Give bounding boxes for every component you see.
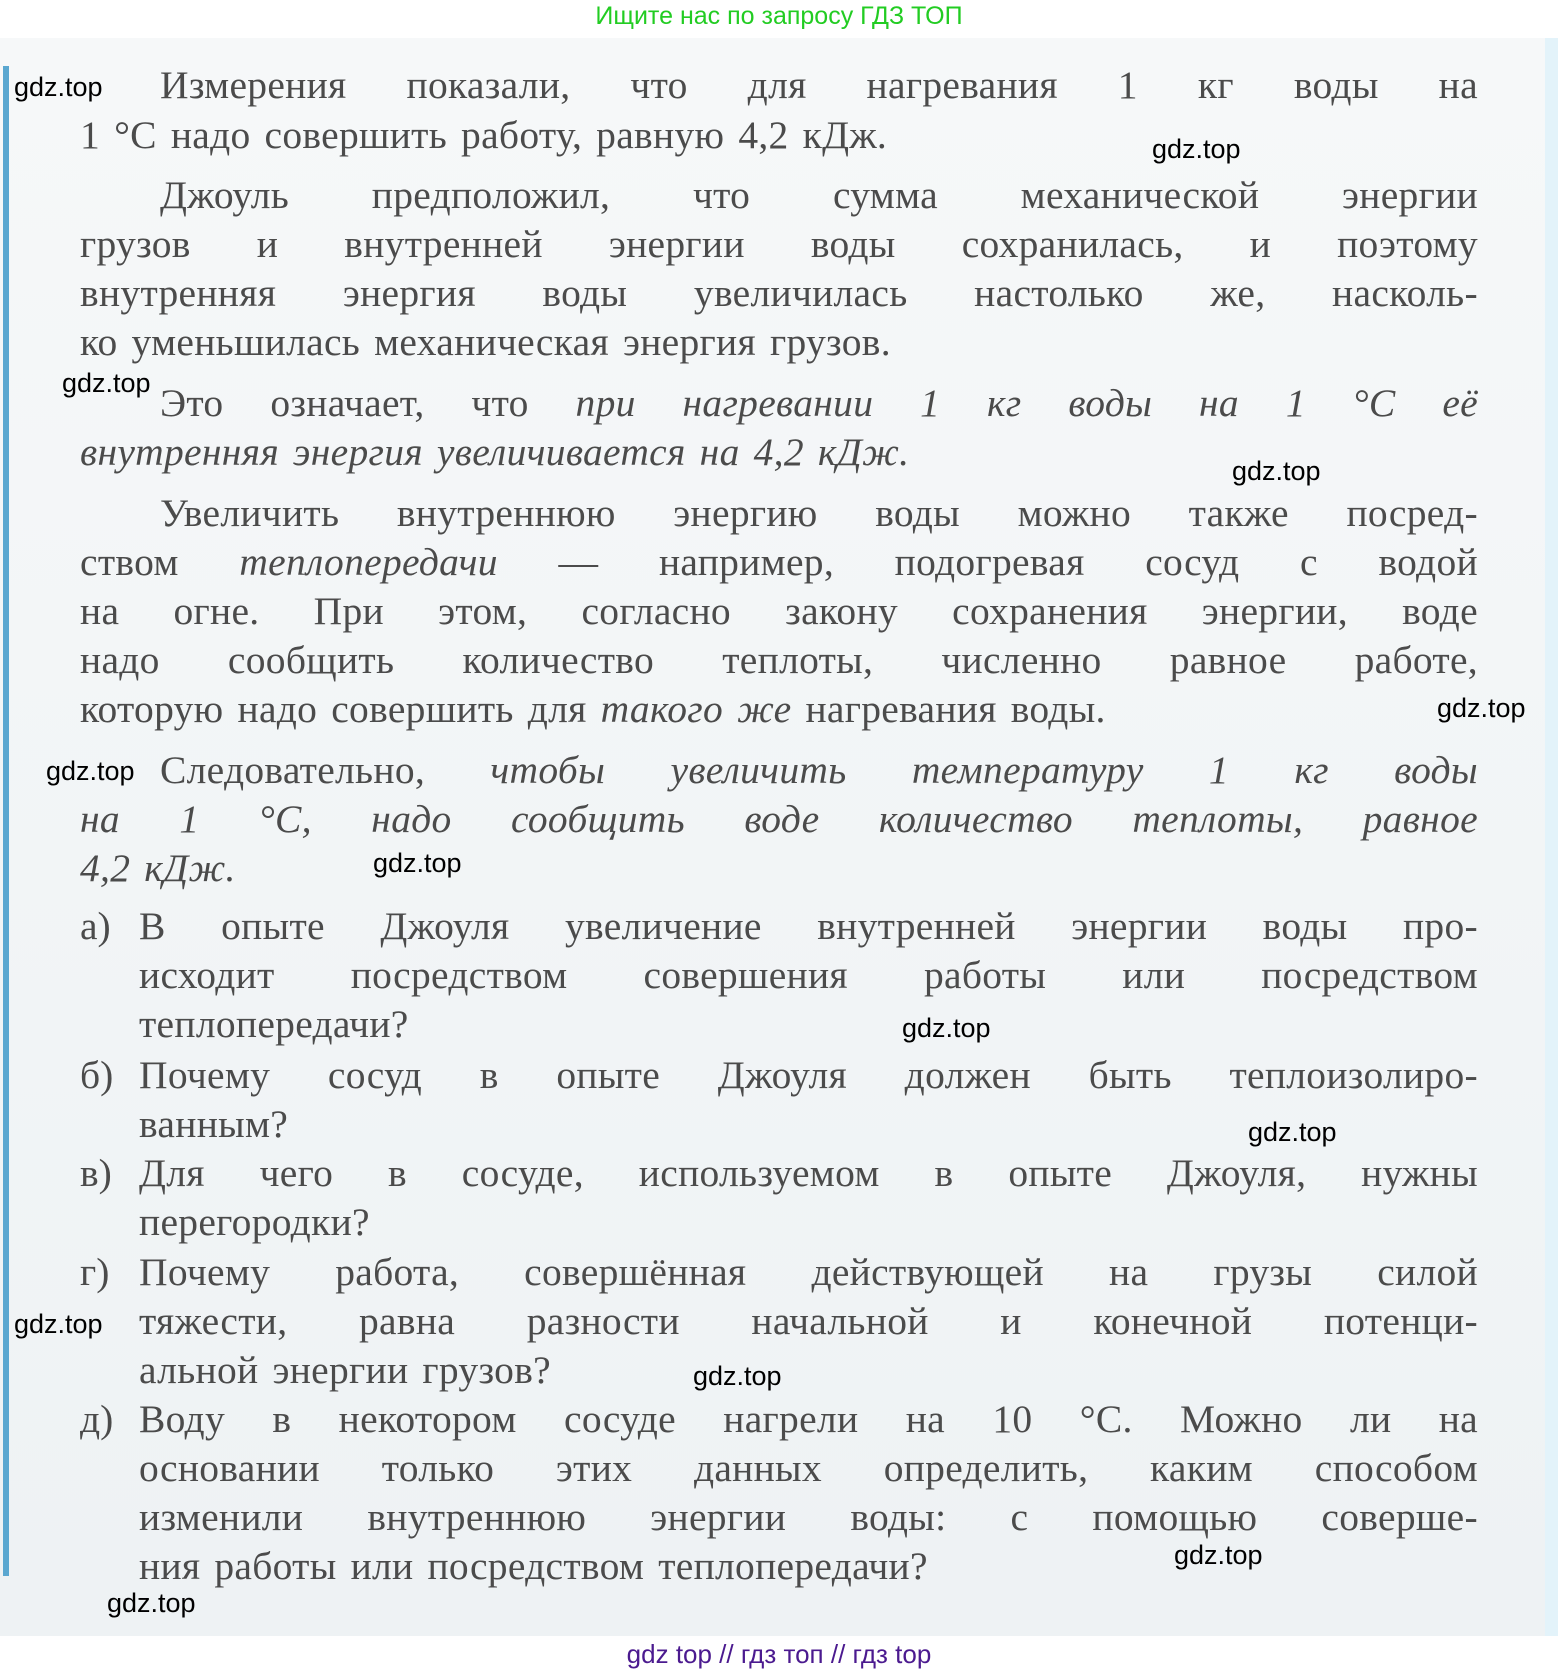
word: воды <box>810 222 896 266</box>
word: соверше- <box>1321 1495 1478 1539</box>
word: сосуде, <box>461 1151 584 1195</box>
word: равное <box>1362 797 1478 841</box>
word: в <box>272 1397 292 1441</box>
word: При <box>313 589 384 633</box>
watermark-label: gdz.top <box>373 848 462 878</box>
word: основании <box>139 1446 320 1490</box>
word: на <box>1109 1250 1149 1294</box>
word: опыте <box>1008 1151 1113 1195</box>
word: работе, <box>1354 638 1478 682</box>
word: внутренняя <box>80 430 279 474</box>
question-line <box>139 1395 1478 1443</box>
word: воды <box>1068 381 1153 425</box>
word: на <box>1438 63 1478 107</box>
word: механической <box>1020 173 1260 217</box>
word: при <box>575 381 636 425</box>
word: показали, <box>406 63 571 107</box>
word: внутренней <box>344 222 543 266</box>
word: что <box>630 63 688 107</box>
word: увеличилась <box>693 271 908 315</box>
word: способом <box>1314 1446 1478 1490</box>
word: силой <box>1377 1250 1478 1294</box>
word: Измерения <box>160 63 347 107</box>
question-line <box>139 1149 1478 1197</box>
word: 1 <box>920 381 941 425</box>
word: сообщить <box>511 797 685 841</box>
text-line <box>80 636 1478 684</box>
text-line <box>80 269 1478 317</box>
word: и <box>256 222 279 266</box>
word: огне. <box>173 589 260 633</box>
word: теплопередачи? <box>658 1544 928 1588</box>
word: Можно <box>1180 1397 1303 1441</box>
word: про- <box>1402 904 1478 948</box>
word: что <box>692 173 751 217</box>
word: подогревая <box>894 540 1085 584</box>
word: энергии, <box>1201 589 1348 633</box>
text-line <box>160 171 1478 219</box>
word: на <box>1199 381 1239 425</box>
word: увеличение <box>565 904 762 948</box>
word: внутренняя <box>80 271 277 315</box>
word: в <box>388 1151 407 1195</box>
word: 4,2 <box>753 430 804 474</box>
word: быть <box>1088 1053 1172 1097</box>
word: или <box>1122 953 1186 997</box>
word: ко <box>80 320 118 364</box>
word: нагрели <box>723 1397 859 1441</box>
watermark-label: gdz.top <box>62 368 151 398</box>
word: надо <box>371 797 452 841</box>
text-line <box>80 685 1478 733</box>
word: ванным? <box>139 1102 289 1146</box>
page-edge <box>1545 38 1558 1636</box>
word: сосуд <box>327 1053 423 1097</box>
word: согласно <box>581 589 731 633</box>
word: надо <box>237 687 318 731</box>
question-line <box>139 1000 1478 1048</box>
word: Джоуля <box>380 904 510 948</box>
word: энергии <box>1342 173 1478 217</box>
word: для <box>527 687 587 731</box>
word: определить, <box>883 1446 1089 1490</box>
word: чего <box>259 1151 334 1195</box>
word: воды <box>542 271 628 315</box>
word: грузы <box>1213 1250 1313 1294</box>
word: внутренней <box>817 904 1016 948</box>
text-line <box>80 111 1478 159</box>
word: совершения <box>643 953 848 997</box>
word: водой <box>1378 540 1478 584</box>
word: действующей <box>811 1250 1044 1294</box>
word: на <box>80 589 120 633</box>
word: нагревании <box>682 381 874 425</box>
word: грузов <box>80 222 191 266</box>
word: 4,2 <box>738 113 789 157</box>
word: теплоты, <box>1132 797 1304 841</box>
word: чтобы <box>490 748 606 792</box>
word: теплопередачи <box>239 540 498 584</box>
word: энергии <box>650 1495 787 1539</box>
word: в <box>479 1053 499 1097</box>
watermark-label: gdz.top <box>14 1309 103 1339</box>
question-label: б) <box>80 1053 114 1097</box>
word: Джоуля, <box>1166 1151 1307 1195</box>
word: изменили <box>139 1495 304 1539</box>
word: же <box>737 687 792 731</box>
question-line <box>139 1493 1478 1541</box>
question-label: г) <box>80 1250 110 1294</box>
question-line <box>139 1198 1478 1246</box>
word: или <box>350 1544 414 1588</box>
question-line <box>139 951 1478 999</box>
question-line <box>139 1051 1478 1099</box>
word: сообщить <box>227 638 395 682</box>
word: предположил, <box>371 173 611 217</box>
word: температуру <box>911 748 1144 792</box>
word: 1 <box>80 113 101 157</box>
text-line <box>160 379 1478 427</box>
word: количество <box>462 638 655 682</box>
word: с <box>1010 1495 1029 1539</box>
word: совершённая <box>524 1250 747 1294</box>
word: посредством <box>427 1544 645 1588</box>
word: такого <box>600 687 724 731</box>
word: увеличить <box>670 748 847 792</box>
word: внутреннюю <box>367 1495 587 1539</box>
word: сосуд <box>1145 540 1240 584</box>
question-line <box>139 1248 1478 1296</box>
word: воде <box>744 797 820 841</box>
watermark-label: gdz.top <box>46 756 135 786</box>
word: работы <box>214 1544 337 1588</box>
word: на <box>1438 1397 1478 1441</box>
word: 1 <box>1208 748 1229 792</box>
word: её <box>1442 381 1478 425</box>
word: 4,2 <box>80 846 131 890</box>
word: воды: <box>850 1495 947 1539</box>
word: ли <box>1349 1397 1392 1441</box>
word: надо <box>170 113 251 157</box>
word: работу, <box>461 113 583 157</box>
word: работа, <box>335 1250 460 1294</box>
word: — <box>558 540 599 584</box>
word: посредством <box>1261 953 1478 997</box>
word: нужны <box>1361 1151 1478 1195</box>
watermark-label: gdz.top <box>1248 1117 1337 1147</box>
word: с <box>1299 540 1318 584</box>
watermark-label: gdz.top <box>1152 134 1241 164</box>
word: теплоты, <box>722 638 874 682</box>
text-line <box>160 746 1478 794</box>
word: каким <box>1150 1446 1253 1490</box>
word: равную <box>596 113 725 157</box>
word: которую <box>80 687 224 731</box>
word: энергия <box>622 320 756 364</box>
word: воды <box>1293 63 1379 107</box>
word: совершить <box>331 687 514 731</box>
word: внутреннюю <box>396 491 616 535</box>
word: Для <box>139 1151 205 1195</box>
word: тяжести, <box>139 1299 288 1343</box>
word: и <box>1000 1299 1022 1343</box>
word: °C, <box>258 797 312 841</box>
word: настолько <box>974 271 1144 315</box>
word: альной <box>139 1348 259 1392</box>
word: энергии <box>608 222 745 266</box>
word: воде <box>1402 589 1478 633</box>
word: Почему <box>139 1250 271 1294</box>
word: используемом <box>638 1151 880 1195</box>
word: 1 <box>179 797 200 841</box>
word: на <box>699 430 740 474</box>
word: °C <box>1352 381 1396 425</box>
word: энергию <box>673 491 818 535</box>
word: 1 <box>1285 381 1306 425</box>
word: ния <box>139 1544 201 1588</box>
word: например, <box>658 540 834 584</box>
word: на <box>80 797 120 841</box>
word: кг <box>1197 63 1234 107</box>
question-label: в) <box>80 1151 112 1195</box>
question-line <box>139 1444 1478 1492</box>
word: сохранилась, <box>961 222 1184 266</box>
word: начальной <box>751 1299 929 1343</box>
word: опыте <box>556 1053 661 1097</box>
word: же, <box>1210 271 1266 315</box>
word: некотором <box>338 1397 517 1441</box>
word: грузов. <box>769 320 891 364</box>
word: воды <box>1394 748 1478 792</box>
word: поэтому <box>1337 222 1478 266</box>
word: и <box>1249 222 1272 266</box>
word: насколь- <box>1332 271 1478 315</box>
word: что <box>471 381 529 425</box>
word: Воду <box>139 1397 226 1441</box>
word: 10 <box>992 1397 1033 1441</box>
watermark-label: gdz.top <box>902 1013 991 1043</box>
word: кДж. <box>144 846 236 890</box>
word: ством <box>80 540 179 584</box>
word: этих <box>555 1446 633 1490</box>
word: механическая <box>374 320 609 364</box>
word: закону <box>785 589 898 633</box>
word: должен <box>904 1053 1031 1097</box>
word: Следовательно, <box>160 748 426 792</box>
word: Это <box>160 381 224 425</box>
word: нагревания <box>866 63 1058 107</box>
word: работы <box>923 953 1047 997</box>
word: сохранения <box>952 589 1148 633</box>
word: Увеличить <box>160 491 340 535</box>
word: энергия <box>293 430 423 474</box>
question-line <box>139 1346 1478 1394</box>
text-line <box>80 220 1478 268</box>
watermark-label: gdz.top <box>1437 693 1526 723</box>
word: опыте <box>221 904 325 948</box>
word: Почему <box>139 1053 271 1097</box>
word: воды <box>1262 904 1348 948</box>
word: данных <box>693 1446 822 1490</box>
word: энергии <box>1071 904 1208 948</box>
text-line <box>80 318 1478 366</box>
word: посредством <box>350 953 568 997</box>
watermark-label: gdz.top <box>14 72 103 102</box>
word: кг <box>987 381 1022 425</box>
word: этом, <box>438 589 528 633</box>
word: надо <box>80 638 160 682</box>
word: Джоуль <box>160 173 290 217</box>
search-banner[interactable]: Ищите нас по запросу ГДЗ ТОП <box>595 2 963 30</box>
watermark-label: gdz.top <box>1174 1540 1263 1570</box>
text-line <box>80 795 1478 843</box>
word: энергии <box>272 1348 409 1392</box>
word: сосуде <box>563 1397 676 1441</box>
word: на <box>905 1397 945 1441</box>
word: теплоизолиро- <box>1229 1053 1478 1097</box>
word: нагревания <box>805 687 997 731</box>
word: для <box>747 63 807 107</box>
word: В <box>139 904 166 948</box>
word: совершить <box>264 113 448 157</box>
text-line <box>160 489 1478 537</box>
word: посред- <box>1346 491 1478 535</box>
question-line <box>139 1542 1478 1590</box>
word: равна <box>359 1299 456 1343</box>
word: °C. <box>1079 1397 1133 1441</box>
word: численно <box>941 638 1102 682</box>
text-line <box>80 587 1478 635</box>
word: только <box>381 1446 495 1490</box>
word: можно <box>1017 491 1132 535</box>
watermark-label: gdz.top <box>107 1588 196 1618</box>
question-label: а) <box>80 904 111 948</box>
word: воды. <box>1010 687 1106 731</box>
word: помощью <box>1092 1495 1258 1539</box>
word: в <box>934 1151 954 1195</box>
text-line <box>80 844 1478 892</box>
word: кДж. <box>817 430 910 474</box>
word: Джоуля <box>717 1053 847 1097</box>
word: также <box>1188 491 1289 535</box>
word: воды <box>875 491 961 535</box>
word: исходит <box>139 953 275 997</box>
word: 1 <box>1117 63 1138 107</box>
word: потенци- <box>1323 1299 1478 1343</box>
word: кДж. <box>802 113 888 157</box>
question-label: д) <box>80 1397 114 1441</box>
word: количество <box>878 797 1073 841</box>
text-line <box>80 538 1478 586</box>
word: уменьшилась <box>131 320 361 364</box>
word: энергия <box>342 271 476 315</box>
word: сумма <box>832 173 938 217</box>
margin-bar <box>3 66 9 1576</box>
word: грузов? <box>422 1348 551 1392</box>
word: равное <box>1169 638 1287 682</box>
word: конечной <box>1093 1299 1253 1343</box>
word: °C <box>114 113 157 157</box>
word: разности <box>526 1299 680 1343</box>
text-line <box>160 61 1478 109</box>
word: кг <box>1294 748 1329 792</box>
word: означает, <box>270 381 425 425</box>
watermark-label: gdz.top <box>693 1361 782 1391</box>
footer-links[interactable]: gdz top // гдз топ // гдз top <box>626 1639 932 1669</box>
watermark-label: gdz.top <box>1232 456 1321 486</box>
word: увеличивается <box>436 430 686 474</box>
question-line <box>139 902 1478 950</box>
word: перегородки? <box>139 1200 370 1244</box>
question-line <box>139 1297 1478 1345</box>
word: теплопередачи? <box>139 1002 409 1046</box>
